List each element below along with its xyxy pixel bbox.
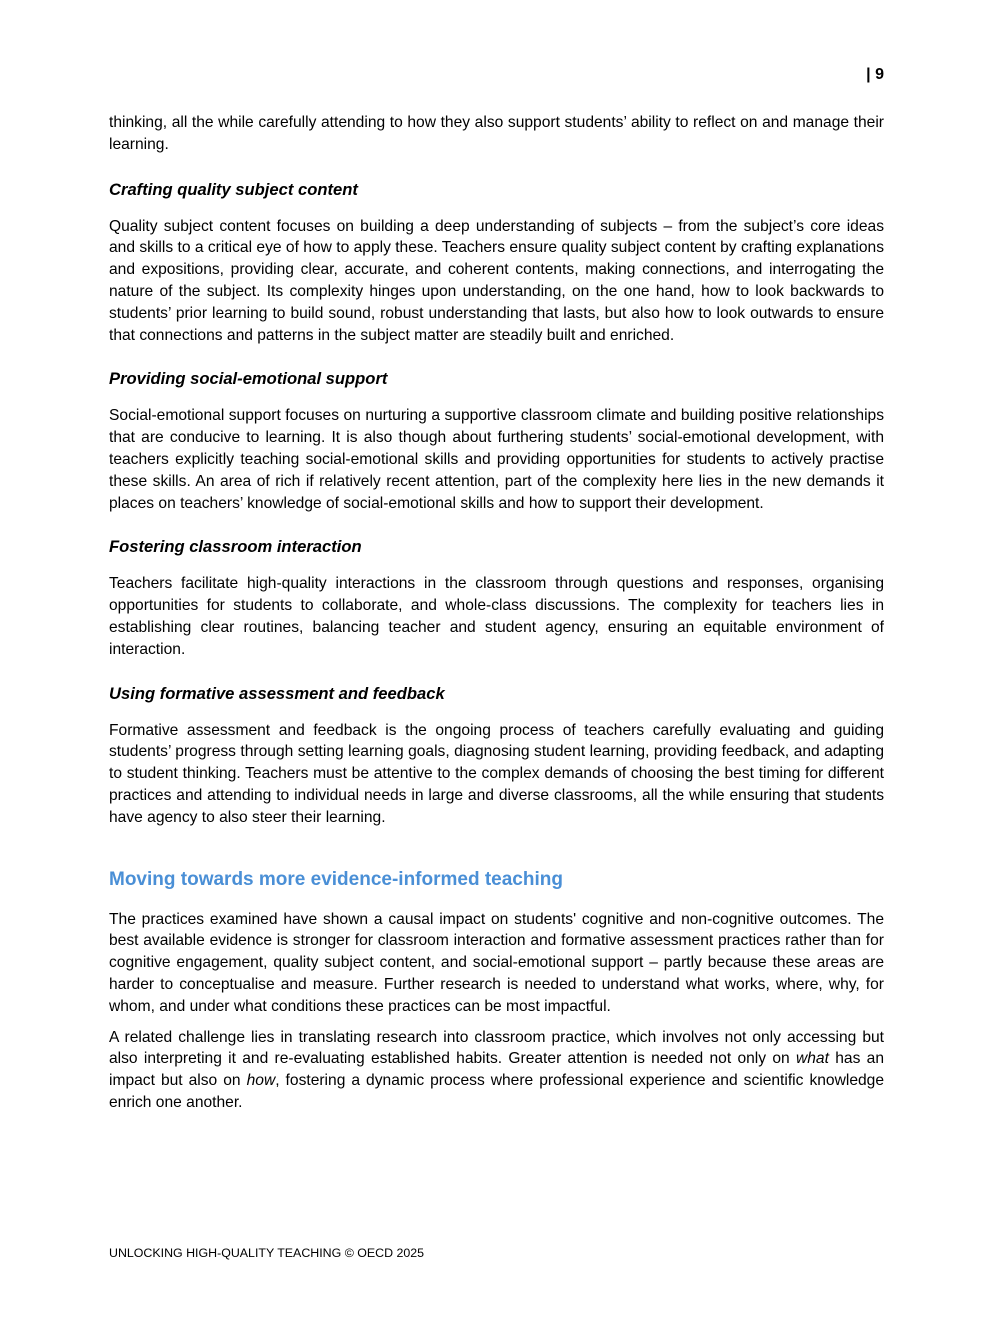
emphasis-what: what bbox=[795, 1050, 829, 1068]
emphasis-how: how bbox=[246, 1072, 276, 1090]
paragraph-text: , fostering a dynamic process where professional experience and scientific knowledge enrich one another. bbox=[109, 1072, 885, 1111]
paragraph-text: has an impact but also on bbox=[109, 1050, 884, 1090]
section-text: Social-emotional support focuses on nurturing a supportive classroom climate and building positive relationships that are conducive to learning. It is also though about furthering students’ social-emotional development, with teachers explicitly teaching social-emotional skills and providing opportunities for students to actively practise these skills. An area of rich if relatively recent attention, part of the complexity here lies in the new demands it places on teachers’ knowledge of social-emotional skills and how to support their development. bbox=[109, 407, 884, 512]
page-footer: UNLOCKING HIGH-QUALITY TEACHING © OECD 2025 bbox=[109, 1246, 425, 1260]
main-paragraph-1: The practices examined have shown a causal impact on students' cognitive and non-cognitive outcomes. The best available evidence is stronger for classroom interaction and formative assessment practices rather than for cognitive engagement, quality subject content, and social-emotional support – partly because these areas are harder to conceptualise and measure. Further research is needed to understand what works, where, why, for whom, and under what conditions these practices can be most impactful. bbox=[109, 910, 884, 1015]
section-heading: Providing social-emotional support bbox=[109, 369, 388, 389]
section-heading: Crafting quality subject content bbox=[109, 179, 358, 199]
main-section-heading: Moving towards more evidence-informed teaching bbox=[109, 868, 563, 890]
section-formative-assessment bbox=[109, 683, 884, 829]
document-page bbox=[109, 0, 884, 1323]
section-classroom-interaction bbox=[109, 536, 884, 660]
section-social-emotional-support bbox=[109, 368, 884, 514]
section-quality-subject-content bbox=[109, 179, 884, 347]
page-number: | 9 bbox=[866, 66, 884, 83]
section-heading: Fostering classroom interaction bbox=[109, 537, 362, 557]
page-content bbox=[109, 112, 884, 1114]
intro-continuation: thinking, all the while carefully attending to how they also support students’ ability to reflect on and manage their learning. bbox=[109, 114, 884, 153]
paragraph-text: A related challenge lies in translating research into classroom practice, which involves not only accessing but also interpreting it and re-evaluating established habits. Greater attention is needed not only on bbox=[109, 1028, 884, 1068]
section-text: Teachers facilitate high-quality interactions in the classroom through questions and responses, organising opportunities for students to collaborate, and whole-class discussions. The complexity for teachers lies in establishing clear routines, balancing teacher and student agency, ensuring an equitable environment of interaction. bbox=[109, 575, 884, 658]
main-paragraph-2 bbox=[109, 1027, 884, 1114]
section-text: Formative assessment and feedback is the ongoing process of teachers carefully evaluating and guiding students’ progress through setting learning goals, diagnosing student learning, providing feedback, and adapting to student thinking. Teachers must be attentive to the complex demands of choosing the best timing for different practices and attending to individual needs in large and diverse classrooms, all the while ensuring that students have agency to also steer their learning. bbox=[109, 721, 884, 826]
section-heading: Using formative assessment and feedback bbox=[109, 683, 445, 703]
section-text: Quality subject content focuses on building a deep understanding of subjects – from the subject’s core ideas and skills to a critical eye of how to apply these. Teachers ensure quality subject content by crafting explanations and expositions, providing clear, accurate, and coherent contents, making connections, and interrogating the nature of the subject. Its complexity hinges upon understanding, on the one hand, how to look backwards to students’ prior learning to build sound, robust understanding that lasts, but also how to look outwards to ensure that connections and patterns in the subject matter are steadily built and enriched. bbox=[109, 217, 884, 344]
